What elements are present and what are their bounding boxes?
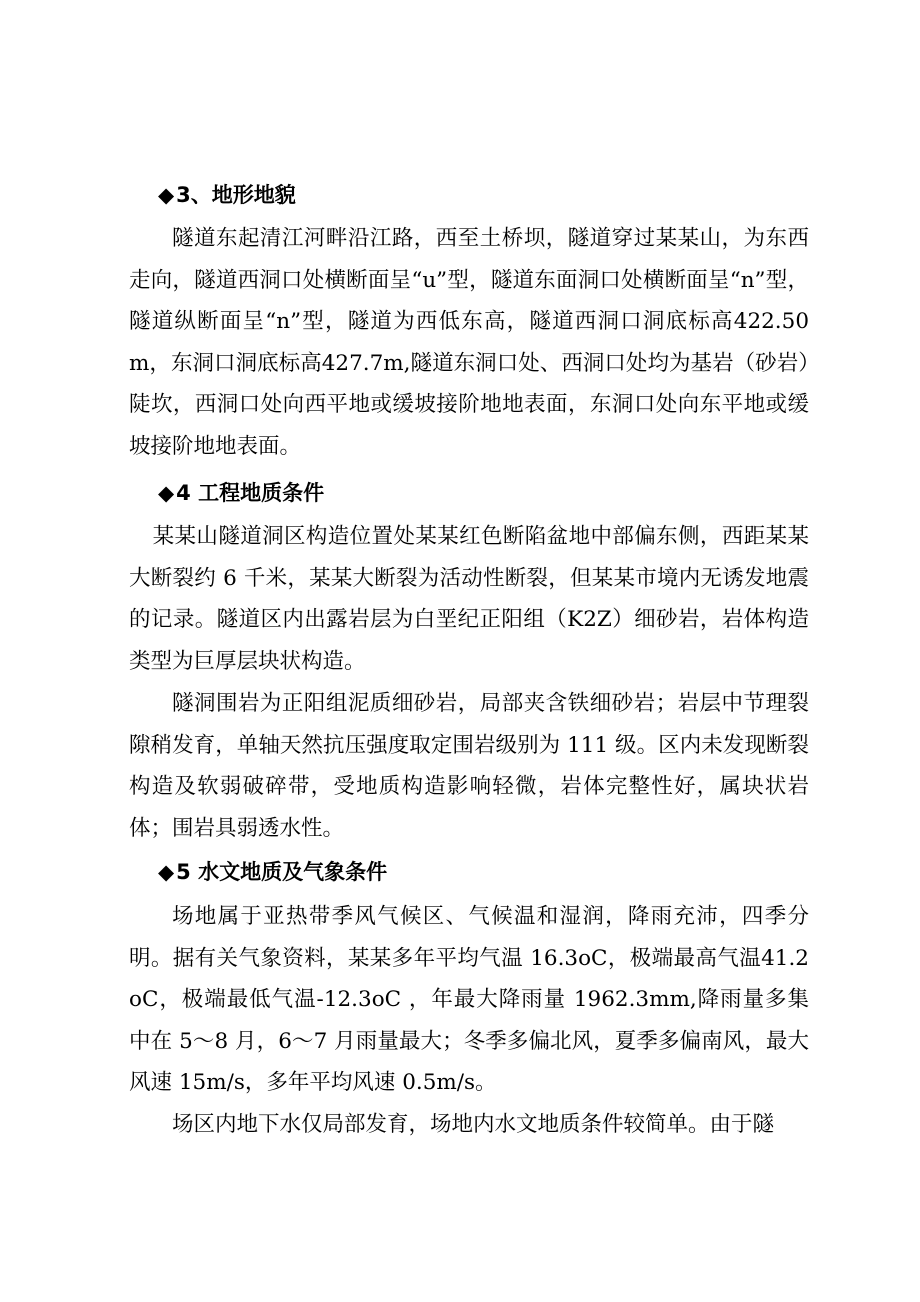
paragraph-hydrology-2: 场区内地下水仅局部发育，场地内水文地质条件较简单。由于隧 <box>172 1112 775 1137</box>
section-heading-terrain: ◆3、地形地貌 <box>158 183 296 207</box>
paragraph-terrain: 隧道东起清江河畔沿江路，西至土桥坝，隧道穿过某某山，为东西走向，隧道西洞口处横断面呈“u”型，隧道东面洞口处横断面呈“n”型，隧道纵断面呈“n”型，隧道为西低东高，隧道西洞口洞底标高422.50m，东洞口洞底标高427.7m,隧道东洞口处、西洞口处均为基岩（砂岩）陡坎，西洞口处向西平地或缓坡接阶地地表面，东洞口处向东平地或缓坡接阶地地表面。 <box>129 226 809 459</box>
diamond-bullet-icon: ◆ <box>158 481 175 505</box>
diamond-bullet-icon: ◆ <box>158 183 175 207</box>
paragraph-geology-2: 隧洞围岩为正阳组泥质细砂岩，局部夹含铁细砂岩；岩层中节理裂隙稍发育，单轴天然抗压强度取定围岩级别为 111 级。区内未发现断裂构造及软弱破碎带，受地质构造影响轻微，岩体完整性好，属块状岩体；围岩具弱透水性。 <box>129 691 809 841</box>
paragraph-hydrology-1: 场地属于亚热带季风气候区、气候温和湿润，降雨充沛，四季分明。据有关气象资料，某某多年平均气温 16.3oC，极端最高气温41.2oC，极端最低气温-12.3oC ，年最大降雨量 1962.3mm,降雨量多集中在 5～8 月，6～7 月雨量最大；冬季多偏北风，夏季多偏南风，最大风速 15m/s，多年平均风速 0.5m/s。 <box>129 904 809 1095</box>
paragraph-geology-1: 某某山隧道洞区构造位置处某某红色断陷盆地中部偏东侧，西距某某大断裂约 6 千米，某某大断裂为活动性断裂，但某某市境内无诱发地震的记录。隧道区内出露岩层为白垩纪正阳组（K2Z）细砂岩，岩体构造类型为巨厚层块状构造。 <box>129 524 809 674</box>
section-heading-hydrology: ◆5 水文地质及气象条件 <box>158 860 388 884</box>
section-heading-geology: ◆4 工程地质条件 <box>158 481 325 505</box>
diamond-bullet-icon: ◆ <box>158 860 175 884</box>
